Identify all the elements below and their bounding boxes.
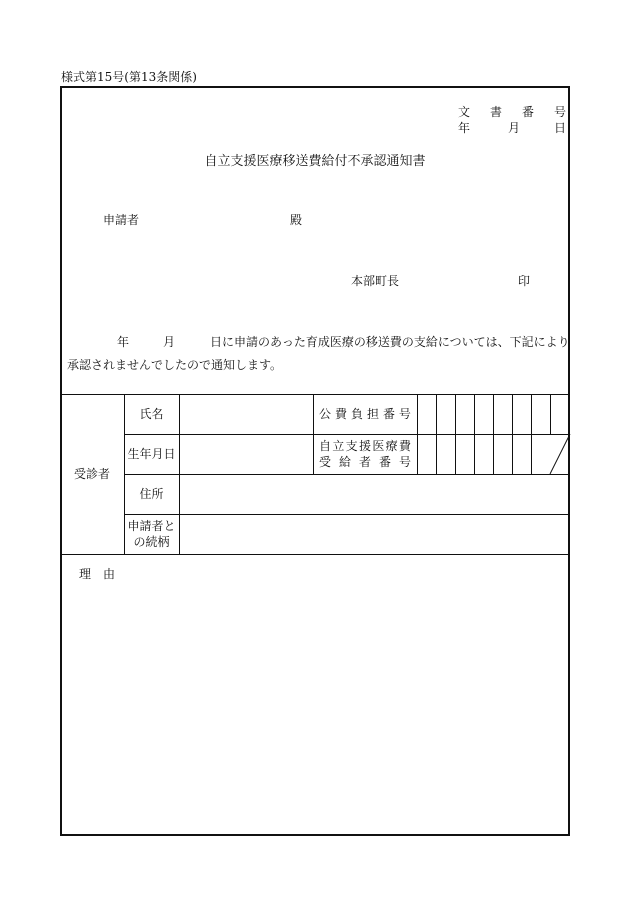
- label-char: 担: [366, 406, 379, 421]
- digit-box-divider: [436, 394, 437, 474]
- name-label: 氏名: [139, 406, 164, 421]
- birthdate-label: 生年月日: [127, 446, 176, 461]
- label-char: 号: [398, 455, 411, 469]
- digit-box-divider: [550, 394, 551, 434]
- date-day-label: 日: [554, 121, 567, 135]
- label-char: 支: [345, 438, 358, 453]
- form-number: 様式第15号(第13条関係): [61, 70, 197, 84]
- patient-label: 受診者: [73, 466, 110, 481]
- label-char: 号: [398, 406, 411, 421]
- table-bottom-border: [60, 554, 570, 555]
- table-column-divider: [179, 394, 180, 554]
- date-year-label: 年: [458, 121, 471, 135]
- label-char: 医: [372, 438, 385, 453]
- seal-label: 印: [518, 274, 531, 288]
- label-char: 者: [358, 455, 371, 469]
- label-char: 公: [319, 406, 332, 421]
- digit-box-slash: [549, 434, 573, 476]
- public-payer-number-label: [313, 394, 417, 434]
- address-label: 住所: [139, 486, 164, 501]
- digit-box-divider: [493, 394, 494, 474]
- label-char: 費: [334, 406, 347, 421]
- label-char: 番: [378, 455, 391, 469]
- table-row-divider: [124, 514, 570, 515]
- label-char: 療: [385, 438, 398, 453]
- doc-number-char: 書: [489, 105, 502, 119]
- issuer-label: 本部町長: [351, 274, 400, 288]
- document-title: 自立支援医療移送費給付不承認通知書: [204, 154, 426, 169]
- document-number-label: [458, 103, 566, 120]
- relation-label-line1: 申請者と: [127, 518, 176, 533]
- label-char: 受: [319, 455, 332, 469]
- relation-label: [124, 514, 179, 554]
- body-text-line2: 承認されませんでしたので通知します。: [67, 358, 283, 372]
- doc-number-char: 文: [458, 105, 471, 119]
- label-char: 費: [398, 438, 411, 453]
- digit-box-divider: [474, 394, 475, 474]
- applicant-label: 申請者: [103, 213, 140, 227]
- honorific-label: 殿: [290, 213, 303, 227]
- label-char: 自: [319, 438, 332, 453]
- digit-box-divider: [455, 394, 456, 474]
- table-row-divider: [124, 474, 570, 475]
- label-char: 給: [338, 455, 351, 469]
- digit-box-divider: [531, 394, 532, 474]
- relation-label-line2: の続柄: [133, 535, 170, 549]
- body-text-line1: 日に申請のあった育成医療の移送費の支給については、下記により: [210, 335, 570, 349]
- label-char: 番: [382, 406, 395, 421]
- recipient-number-label: [313, 434, 417, 474]
- doc-number-char: 番: [521, 105, 534, 119]
- digit-box-divider: [512, 394, 513, 474]
- doc-number-char: 号: [553, 105, 566, 119]
- body-month-label: 月: [163, 335, 176, 349]
- body-year-label: 年: [117, 335, 130, 349]
- label-char: 援: [358, 438, 371, 453]
- reason-label: 理 由: [79, 567, 116, 581]
- table-column-divider: [417, 394, 418, 474]
- label-char: 負: [350, 406, 363, 421]
- label-char: 立: [332, 438, 345, 453]
- date-month-label: 月: [508, 121, 521, 135]
